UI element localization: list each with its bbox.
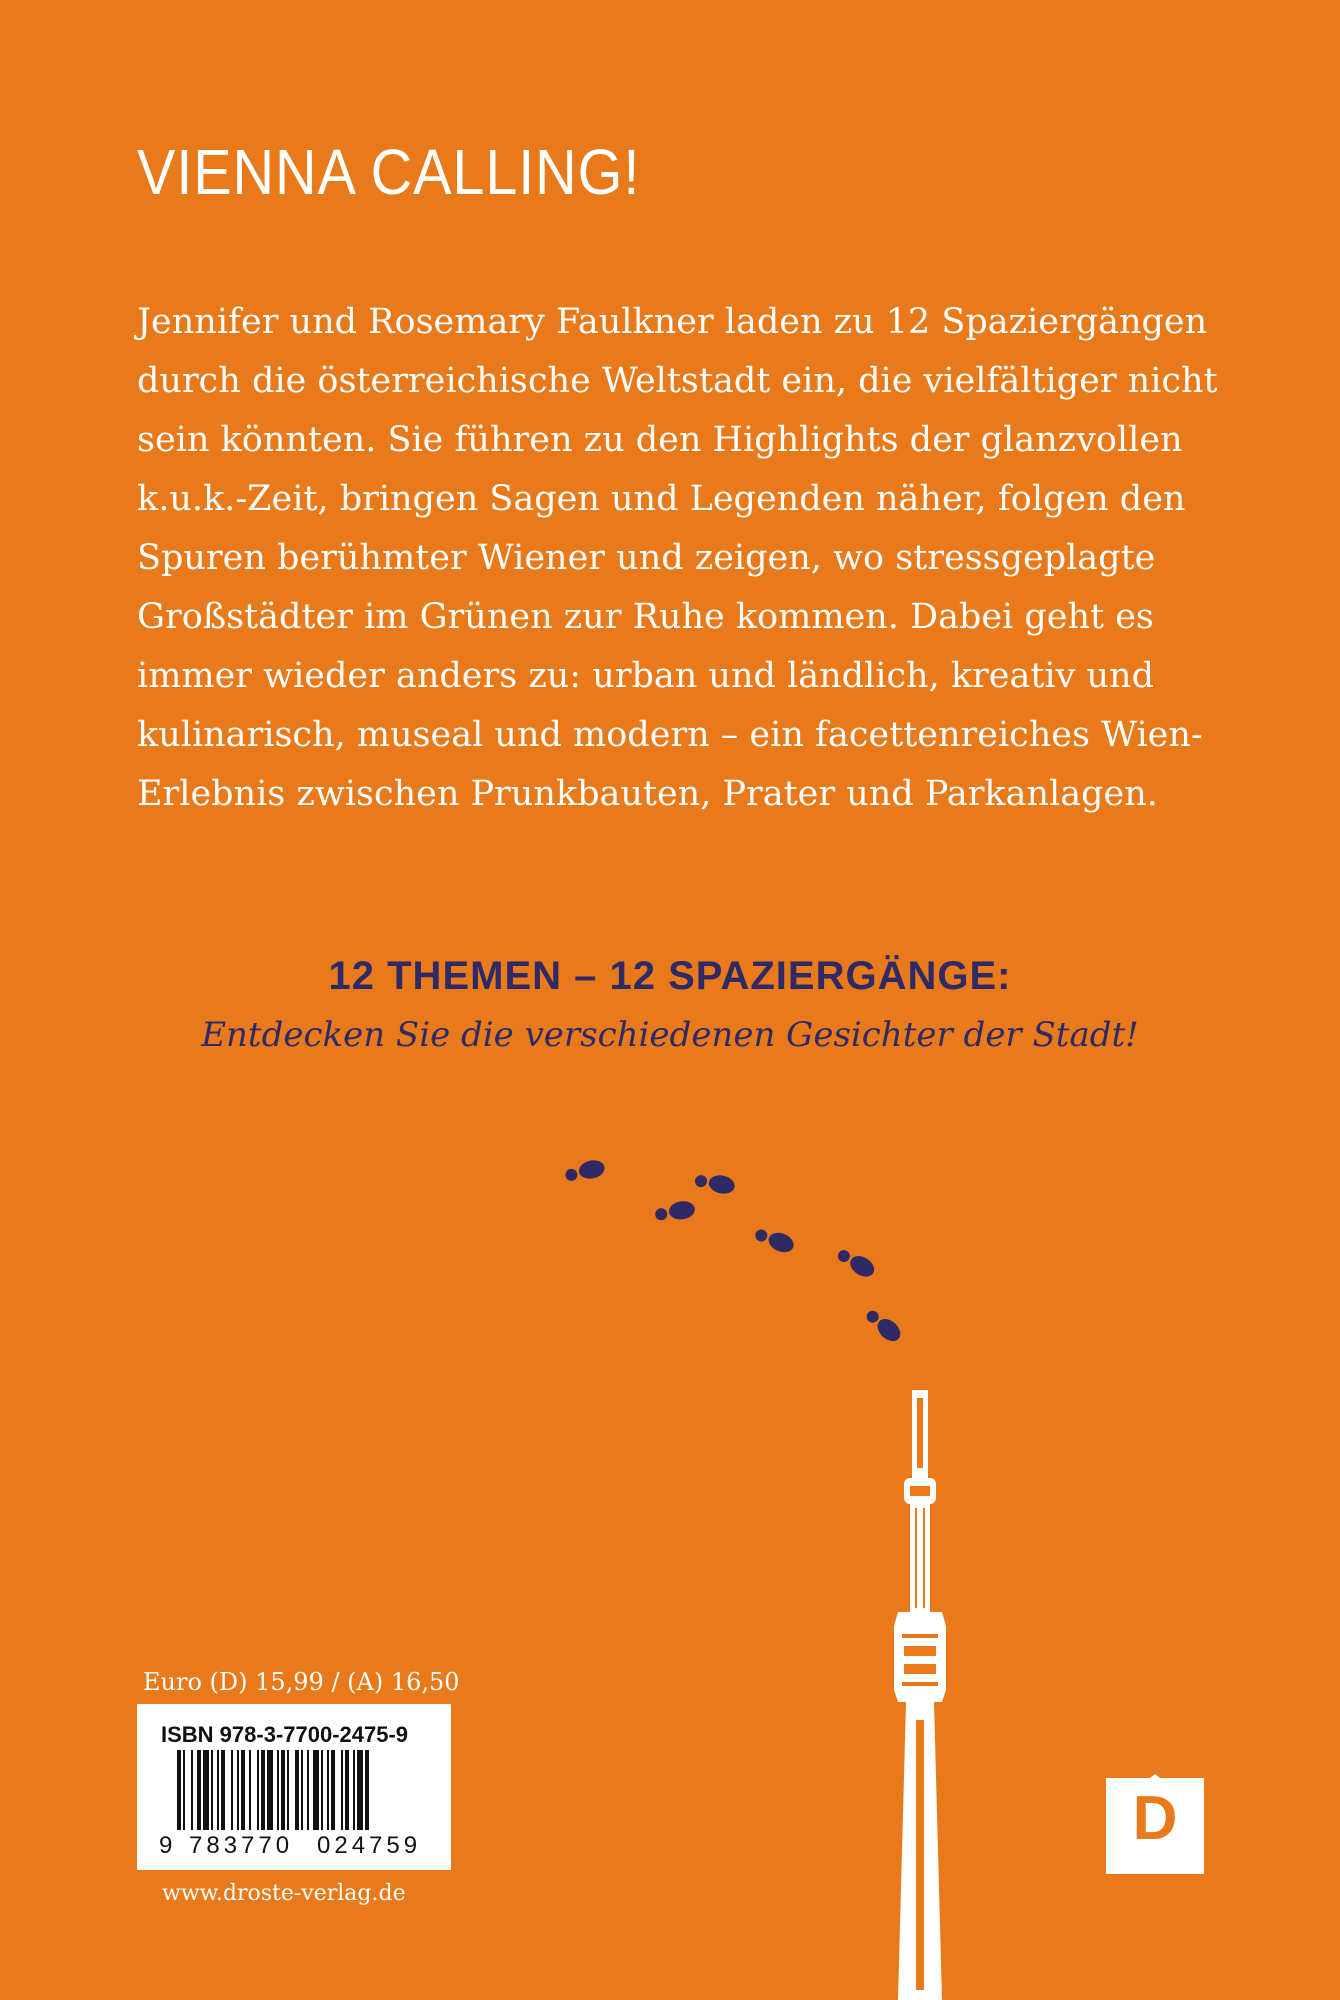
blurb-line: Spuren berühmter Wiener und zeigen, wo stressgeplagte (137, 538, 1156, 578)
isbn-barcode-box (137, 1704, 451, 1870)
price: Euro (D) 15,99 / (A) 16,50 (143, 1668, 460, 1696)
blurb-line: kulinarisch, museal und modern – ein facettenreiches Wien- (137, 715, 1203, 755)
themes-heading: 12 THEMEN – 12 SPAZIERGÄNGE: (328, 954, 1012, 998)
barcode-icon (177, 1750, 427, 1830)
publisher-logo-letter: D (1132, 1784, 1178, 1853)
barcode-digit-lead: 9 (159, 1832, 173, 1859)
barcode-digits-right: 024759 (317, 1832, 422, 1859)
isbn-label: ISBN 978-3-7700-2475-9 (161, 1722, 409, 1747)
themes-subtitle: Entdecken Sie die verschiedenen Gesichter der Stadt! (201, 1015, 1139, 1055)
blurb-line: durch die österreichische Weltstadt ein, die vielfältiger nicht (137, 361, 1218, 401)
footprints-icon (560, 1150, 940, 1370)
blurb-line: k.u.k.-Zeit, bringen Sagen und Legenden näher, folgen den (137, 479, 1186, 519)
danube-tower-icon (870, 1390, 970, 2000)
blurb-line: Erlebnis zwischen Prunkbauten, Prater und Parkanlagen. (137, 774, 1158, 814)
blurb-line: immer wieder anders zu: urban und ländlich, kreativ und (137, 656, 1154, 696)
headline: VIENNA CALLING! (137, 136, 641, 208)
publisher-logo (1106, 1774, 1204, 1874)
blurb (137, 293, 1237, 824)
blurb-line: sein könnten. Sie führen zu den Highlights der glanzvollen (137, 420, 1183, 460)
blurb-line: Großstädter im Grünen zur Ruhe kommen. Dabei geht es (137, 597, 1154, 637)
website-link[interactable]: www.droste-verlag.de (162, 1881, 406, 1906)
barcode-digits-left: 783770 (189, 1832, 294, 1859)
blurb-line: Jennifer und Rosemary Faulkner laden zu 12 Spaziergängen (137, 302, 1208, 342)
